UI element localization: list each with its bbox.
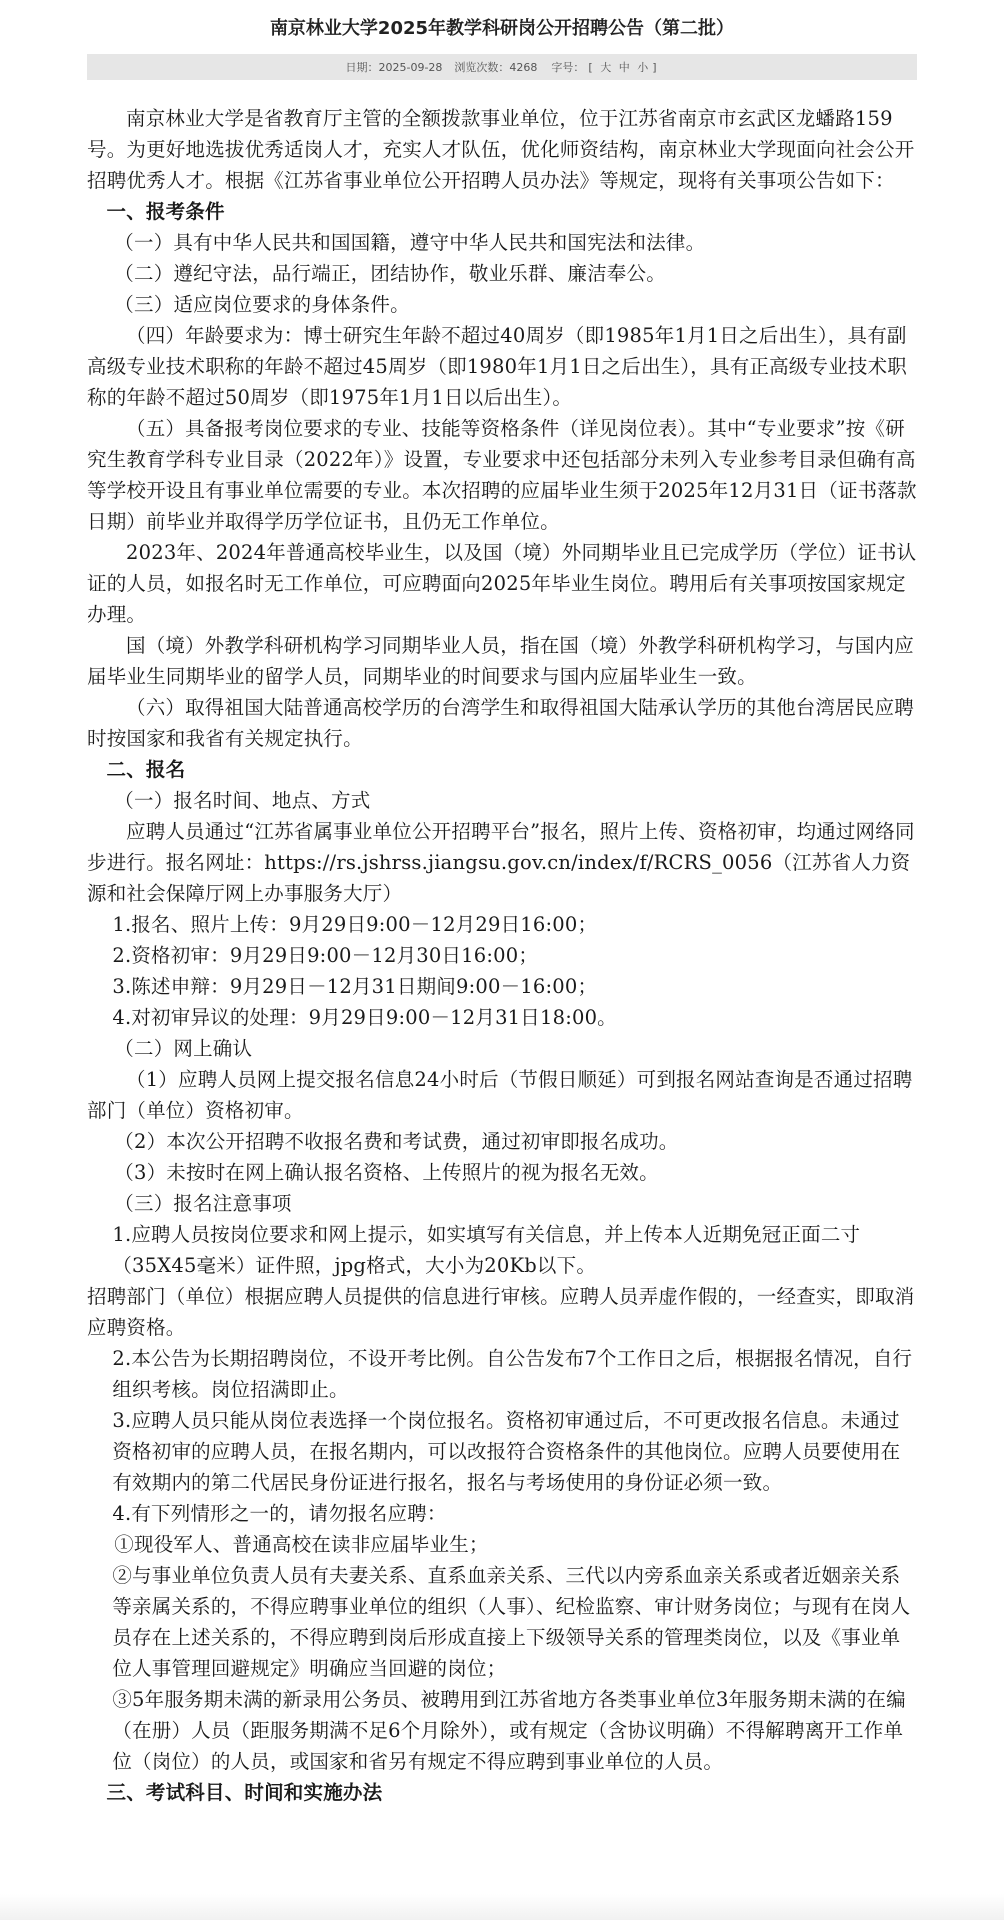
font-size-large-link[interactable]: 大: [600, 61, 612, 74]
list-item: ①现役军人、普通高校在读非应届毕业生；: [114, 1533, 489, 1556]
paragraph: （一）具有中华人民共和国国籍，遵守中华人民共和国宪法和法律。: [114, 231, 706, 254]
list-item: ②与事业单位负责人员有夫妻关系、直系血亲关系、三代以内旁系血亲关系或者近姻亲关系等亲属关系的，不得应聘事业单位的组织（人事）、纪检监察、审计财务岗位；与现有在岗人员存在上述关系的，不得应聘到岗后形成直接上下级领导关系的管理类岗位，以及《事业单位人事管理回避规定》明确应当回避的岗位；: [112, 1564, 911, 1680]
paragraph: 1.应聘人员按岗位要求和网上提示，如实填写有关信息，并上传本人近期免冠正面二寸（35X45毫米）证件照，jpg格式，大小为20Kb以下。: [112, 1223, 861, 1277]
section-heading-3: 三、考试科目、时间和实施办法: [106, 1781, 383, 1804]
subheading: （二）网上确认: [114, 1037, 253, 1060]
paragraph: （2）本次公开招聘不收报名费和考试费，通过初审即报名成功。: [114, 1130, 679, 1153]
article-body: [87, 103, 917, 1808]
paragraph: （四）年龄要求为：博士研究生年龄不超过40周岁（即1985年1月1日之后出生），具有副高级专业技术职称的年龄不超过45周岁（即1980年1月1日之后出生），具有正高级专业技术职称的年龄不超过50周岁（即1975年1月1日以后出生）。: [87, 324, 908, 409]
paragraph: 招聘部门（单位）根据应聘人员提供的信息进行审核。应聘人员弄虚作假的，一经查实，即取消应聘资格。: [87, 1285, 915, 1339]
paragraph: 2023年、2024年普通高校毕业生，以及国（境）外同期毕业且已完成学历（学位）证书认证的人员，如报名时无工作单位，可应聘面向2025年毕业生岗位。聘用后有关事项按国家规定办理。: [87, 541, 917, 626]
size-close-bracket: ]: [652, 61, 657, 74]
subheading: （三）报名注意事项: [114, 1192, 292, 1215]
font-size-switcher: [549, 59, 658, 75]
size-open-bracket: [: [588, 61, 593, 74]
section-heading-1: 一、报考条件: [106, 200, 225, 223]
subheading: （一）报名时间、地点、方式: [114, 789, 371, 812]
paragraph-registration: 应聘人员通过“江苏省属事业单位公开招聘平台”报名，照片上传、资格初审，均通过网络同步进行。报名网址：https://rs.jshrss.jiangsu.gov.cn/index/f/RCRS_0056（江苏省人力资源和社会保障厅网上办事服务大厅）: [87, 820, 915, 905]
paragraph: （3）未按时在网上确认报名资格、上传照片的视为报名无效。: [114, 1161, 659, 1184]
paragraph: （三）适应岗位要求的身体条件。: [114, 293, 410, 316]
paragraph: （1）应聘人员网上提交报名信息24小时后（节假日顺延）可到报名网站查询是否通过招聘部门（单位）资格初审。: [87, 1068, 913, 1122]
list-item: 2.资格初审：9月29日9:00－12月30日16:00；: [112, 944, 539, 967]
paragraph: 4.有下列情形之一的，请勿报名应聘：: [112, 1502, 447, 1525]
font-size-small-link[interactable]: 小: [637, 61, 649, 74]
paragraph-intro: 南京林业大学是省教育厅主管的全额拨款事业单位，位于江苏省南京市玄武区龙蟠路159号。为更好地选拔优秀适岗人才，充实人才队伍，优化师资结构，南京林业大学现面向社会公开招聘优秀人才。根据《江苏省事业单位公开招聘人员办法》等规定，现将有关事项公告如下：: [87, 107, 915, 192]
bottom-edge: [0, 1894, 1004, 1920]
section-heading-2: 二、报名: [106, 758, 186, 781]
page-title: 南京林业大学2025年教学科研岗公开招聘公告（第二批）: [269, 18, 735, 39]
publish-date: 日期：2025-09-28: [345, 61, 443, 74]
paragraph: 国（境）外教学科研机构学习同期毕业人员，指在国（境）外教学科研机构学习，与国内应届毕业生同期毕业的留学人员，同期毕业的时间要求与国内应届毕业生一致。: [87, 634, 915, 688]
list-item: ③5年服务期未满的新录用公务员、被聘用到江苏省地方各类事业单位3年服务期未满的在编（在册）人员（距服务期满不足6个月除外），或有规定（含协议明确）不得解聘离开工作单位（岗位）的人员，或国家和省另有规定不得应聘到事业单位的人员。: [112, 1688, 906, 1773]
meta-bar: [87, 54, 917, 80]
paragraph: （五）具备报考岗位要求的专业、技能等资格条件（详见岗位表）。其中“专业要求”按《研究生教育学科专业目录（2022年）》设置，专业要求中还包括部分未列入专业参考目录但确有高等学校开设且有事业单位需要的专业。本次招聘的应届毕业生须于2025年12月31日（证书落款日期）前毕业并取得学历学位证书，且仍无工作单位。: [87, 417, 917, 533]
paragraph: （二）遵纪守法，品行端正，团结协作，敬业乐群、廉洁奉公。: [114, 262, 666, 285]
paragraph: 2.本公告为长期招聘岗位，不设开考比例。自公告发布7个工作日之后，根据报名情况，自行组织考核。岗位招满即止。: [112, 1347, 913, 1401]
list-item: 1.报名、照片上传：9月29日9:00－12月29日16:00；: [112, 913, 598, 936]
paragraph: 3.应聘人员只能从岗位表选择一个岗位报名。资格初审通过后，不可更改报名信息。未通过资格初审的应聘人员，在报名期内，可以改报符合资格条件的其他岗位。应聘人员要使用在有效期内的第二代居民身份证进行报名，报名与考场使用的身份证必须一致。: [112, 1409, 901, 1494]
list-item: 3.陈述申辩：9月29日－12月31日期间9:00－16:00；: [112, 975, 598, 998]
list-item: 4.对初审异议的处理：9月29日9:00－12月31日18:00。: [112, 1006, 617, 1029]
font-size-label: 字号：: [551, 61, 585, 74]
font-size-medium-link[interactable]: 中: [618, 61, 630, 74]
view-count: 浏览次数：4268: [454, 61, 538, 74]
paragraph: （六）取得祖国大陆普通高校学历的台湾学生和取得祖国大陆承认学历的其他台湾居民应聘时按国家和我省有关规定执行。: [87, 696, 915, 750]
